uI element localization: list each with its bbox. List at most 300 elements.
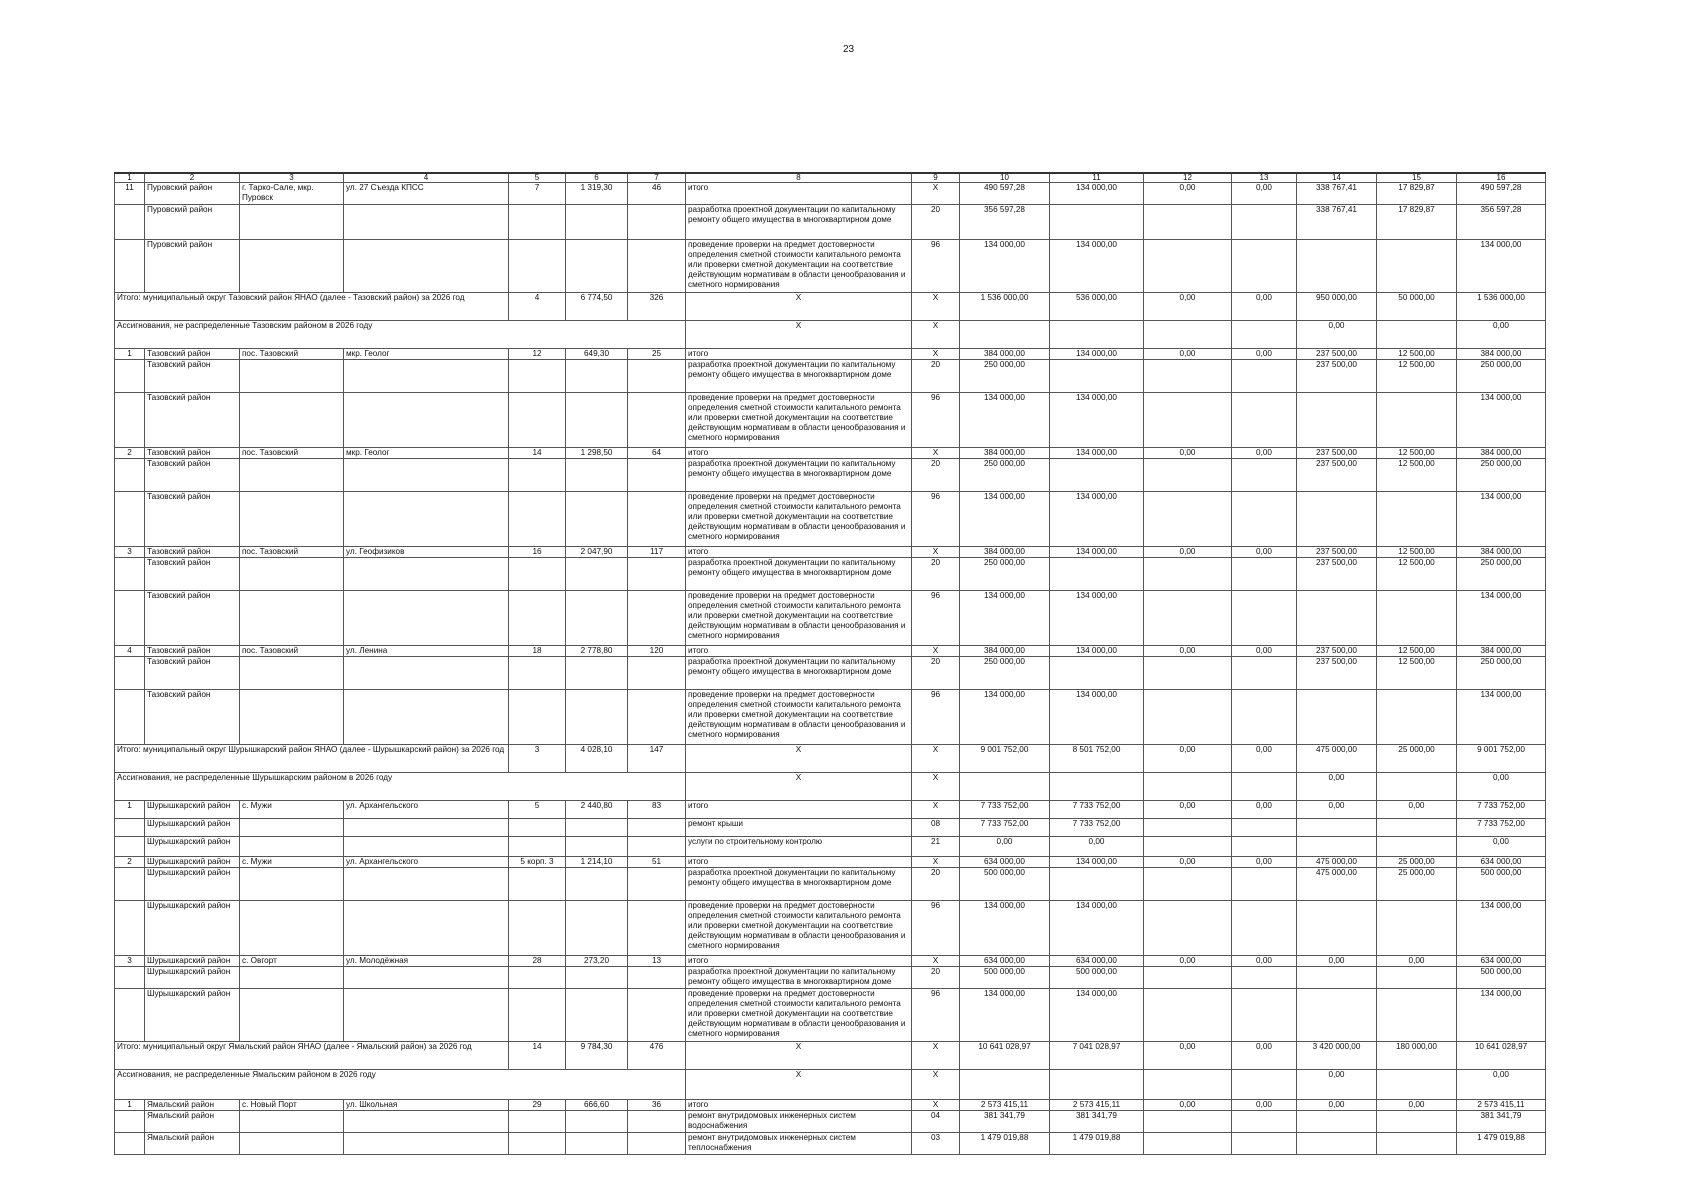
table-cell: 250 000,00 — [960, 360, 1050, 393]
table-cell — [115, 901, 145, 956]
table-cell — [1232, 558, 1297, 591]
table-cell — [1050, 321, 1144, 349]
table-cell: 0,00 — [1377, 1100, 1457, 1111]
table-cell: 634 000,00 — [960, 956, 1050, 967]
table-cell: 36 — [628, 1100, 686, 1111]
table-cell — [1232, 360, 1297, 393]
column-number-header: 9 — [912, 173, 960, 183]
table-cell: 250 000,00 — [960, 558, 1050, 591]
table-cell — [1297, 901, 1377, 956]
table-cell: 0,00 — [1297, 773, 1377, 801]
table-cell: Тазовский район — [145, 393, 240, 448]
table-cell: ул. Архангельского — [344, 857, 509, 868]
table-row — [115, 1111, 1546, 1133]
table-cell — [115, 492, 145, 547]
table-cell: 0,00 — [1297, 1100, 1377, 1111]
table-cell: 500 000,00 — [1457, 868, 1546, 901]
table-cell: 237 500,00 — [1297, 459, 1377, 492]
table-cell: услуги по строительному контролю — [686, 837, 912, 857]
table-cell: с. Мужи — [240, 857, 344, 868]
table-cell — [566, 967, 628, 989]
table-cell: 490 597,28 — [960, 183, 1050, 205]
unallocated-label: Ассигнования, не распределенные Шурышкарским районом в 2026 году — [115, 773, 686, 801]
table-cell — [628, 967, 686, 989]
table-cell: 0,00 — [1144, 349, 1232, 360]
table-cell — [628, 492, 686, 547]
table-cell: 50 000,00 — [1377, 293, 1457, 321]
table-cell: проведение проверки на предмет достоверности определения сметной стоимости капитального ремонта или проверки сметной документации на соответствие действующим нормативам в области ценообразования и сметного нормирования — [686, 690, 912, 745]
table-cell — [115, 205, 145, 240]
table-cell — [1377, 837, 1457, 857]
table-cell — [1297, 492, 1377, 547]
table-cell — [115, 558, 145, 591]
table-cell: 0,00 — [1457, 321, 1546, 349]
table-cell — [509, 819, 566, 837]
table-cell — [628, 868, 686, 901]
table-cell — [1144, 868, 1232, 901]
table-cell — [960, 321, 1050, 349]
table-cell — [628, 901, 686, 956]
table-cell: 1 536 000,00 — [960, 293, 1050, 321]
table-cell — [1297, 690, 1377, 745]
table-cell — [1232, 591, 1297, 646]
table-row — [115, 448, 1546, 459]
table-body — [115, 173, 1546, 1155]
table-cell: Пуровский район — [145, 205, 240, 240]
table-cell: 237 500,00 — [1297, 547, 1377, 558]
table-row — [115, 240, 1546, 293]
table-cell — [240, 657, 344, 690]
table-cell: 4 028,10 — [566, 745, 628, 773]
table-cell: 634 000,00 — [1457, 956, 1546, 967]
table-cell — [115, 989, 145, 1042]
column-number-header: 5 — [509, 173, 566, 183]
table-cell: 96 — [912, 989, 960, 1042]
table-cell: 0,00 — [960, 837, 1050, 857]
table-row — [115, 868, 1546, 901]
table-cell: 8 501 752,00 — [1050, 745, 1144, 773]
register-table — [114, 172, 1546, 1155]
table-cell — [1377, 1070, 1457, 1100]
table-cell: мкр. Геолог — [344, 448, 509, 459]
table-cell — [240, 591, 344, 646]
table-cell: 4 — [509, 293, 566, 321]
table-cell: 0,00 — [1297, 321, 1377, 349]
table-cell — [1144, 967, 1232, 989]
table-cell — [1377, 240, 1457, 293]
table-row — [115, 967, 1546, 989]
table-cell: 134 000,00 — [1457, 393, 1546, 448]
table-cell — [344, 690, 509, 745]
table-cell — [115, 819, 145, 837]
table-cell: 12 500,00 — [1377, 448, 1457, 459]
table-cell: Ямальский район — [145, 1133, 240, 1155]
table-cell: Пуровский район — [145, 183, 240, 205]
table-cell — [566, 901, 628, 956]
table-cell — [566, 837, 628, 857]
table-cell: Шурышкарский район — [145, 837, 240, 857]
table-cell: проведение проверки на предмет достоверности определения сметной стоимости капитального ремонта или проверки сметной документации на соответствие действующим нормативам в области ценообразования и сметного нормирования — [686, 591, 912, 646]
table-cell: 7 733 752,00 — [1050, 801, 1144, 819]
table-cell — [1297, 1133, 1377, 1155]
table-cell: 0,00 — [1144, 801, 1232, 819]
table-cell: X — [912, 1100, 960, 1111]
table-cell — [1297, 240, 1377, 293]
table-cell: 384 000,00 — [1457, 547, 1546, 558]
table-cell — [1144, 1133, 1232, 1155]
table-cell: 250 000,00 — [1457, 558, 1546, 591]
table-cell — [115, 657, 145, 690]
table-cell: 1 536 000,00 — [1457, 293, 1546, 321]
table-cell — [1377, 492, 1457, 547]
table-cell: 384 000,00 — [1457, 646, 1546, 657]
table-cell: ремонт внутридомовых инженерных систем теплоснабжения — [686, 1133, 912, 1155]
table-row — [115, 558, 1546, 591]
table-cell — [240, 690, 344, 745]
table-cell: 634 000,00 — [960, 857, 1050, 868]
table-cell — [566, 868, 628, 901]
table-cell: 12 500,00 — [1377, 646, 1457, 657]
table-cell — [628, 205, 686, 240]
table-cell — [1232, 773, 1297, 801]
table-cell — [240, 901, 344, 956]
table-cell — [240, 967, 344, 989]
table-cell: 381 341,79 — [960, 1111, 1050, 1133]
table-cell — [1144, 901, 1232, 956]
table-cell: 134 000,00 — [1050, 492, 1144, 547]
table-cell: 134 000,00 — [1457, 690, 1546, 745]
table-cell: 381 341,79 — [1050, 1111, 1144, 1133]
table-cell: X — [912, 956, 960, 967]
table-cell: 96 — [912, 492, 960, 547]
table-cell — [1232, 459, 1297, 492]
table-cell: ул. 27 Съезда КПСС — [344, 183, 509, 205]
table-cell — [509, 657, 566, 690]
table-cell — [240, 868, 344, 901]
table-cell — [509, 989, 566, 1042]
table-cell: 273,20 — [566, 956, 628, 967]
table-cell: 475 000,00 — [1297, 857, 1377, 868]
table-cell: 338 767,41 — [1297, 205, 1377, 240]
table-cell — [240, 360, 344, 393]
table-cell — [344, 868, 509, 901]
table-cell — [566, 360, 628, 393]
table-cell: 1 298,50 — [566, 448, 628, 459]
table-cell — [1297, 819, 1377, 837]
table-cell: 0,00 — [1457, 1070, 1546, 1100]
table-cell: 96 — [912, 690, 960, 745]
table-cell: 20 — [912, 558, 960, 591]
table-cell: 134 000,00 — [960, 240, 1050, 293]
table-cell — [1377, 967, 1457, 989]
table-cell — [1050, 657, 1144, 690]
table-cell — [1232, 1111, 1297, 1133]
table-cell — [344, 837, 509, 857]
table-cell — [344, 819, 509, 837]
table-cell — [1232, 901, 1297, 956]
table-cell — [1297, 591, 1377, 646]
table-row — [115, 547, 1546, 558]
column-number-header: 1 — [115, 173, 145, 183]
table-cell: X — [912, 745, 960, 773]
table-cell: 0,00 — [1232, 801, 1297, 819]
table-cell: 250 000,00 — [960, 657, 1050, 690]
table-cell: проведение проверки на предмет достоверности определения сметной стоимости капитального ремонта или проверки сметной документации на соответствие действующим нормативам в области ценообразования и сметного нормирования — [686, 240, 912, 293]
table-cell: 3 — [509, 745, 566, 773]
table-cell — [344, 1133, 509, 1155]
table-cell — [566, 1133, 628, 1155]
table-cell — [960, 1070, 1050, 1100]
table-cell: Тазовский район — [145, 547, 240, 558]
table-cell — [1297, 837, 1377, 857]
table-cell — [344, 657, 509, 690]
table-cell: 21 — [912, 837, 960, 857]
table-cell — [1144, 690, 1232, 745]
table-cell: итого — [686, 801, 912, 819]
table-cell: 384 000,00 — [960, 646, 1050, 657]
table-cell: пос. Тазовский — [240, 349, 344, 360]
table-cell — [240, 459, 344, 492]
table-cell: 13 — [628, 956, 686, 967]
table-cell: 134 000,00 — [1457, 492, 1546, 547]
table-cell: 0,00 — [1144, 547, 1232, 558]
table-cell: 28 — [509, 956, 566, 967]
table-cell: X — [686, 293, 912, 321]
table-cell: итого — [686, 183, 912, 205]
table-cell — [1232, 837, 1297, 857]
table-cell: Шурышкарский район — [145, 801, 240, 819]
table-cell: 20 — [912, 868, 960, 901]
table-row — [115, 819, 1546, 837]
column-number-header: 10 — [960, 173, 1050, 183]
table-cell: ул. Ленина — [344, 646, 509, 657]
table-cell — [1232, 240, 1297, 293]
table-cell — [566, 240, 628, 293]
table-cell: 1 319,30 — [566, 183, 628, 205]
table-cell — [1232, 1070, 1297, 1100]
page-number: 23 — [842, 44, 855, 55]
table-cell: 0,00 — [1144, 1042, 1232, 1070]
table-cell: 12 — [509, 349, 566, 360]
table-cell: 134 000,00 — [1050, 393, 1144, 448]
table-cell: Тазовский район — [145, 657, 240, 690]
table-cell: Тазовский район — [145, 349, 240, 360]
table-row — [115, 360, 1546, 393]
table-cell — [509, 690, 566, 745]
table-cell: 03 — [912, 1133, 960, 1155]
table-cell — [628, 591, 686, 646]
table-cell — [344, 558, 509, 591]
table-cell: 17 829,87 — [1377, 183, 1457, 205]
table-cell: 0,00 — [1232, 857, 1297, 868]
table-cell — [344, 492, 509, 547]
table-cell: 12 500,00 — [1377, 349, 1457, 360]
table-cell: 6 774,50 — [566, 293, 628, 321]
table-cell: 14 — [509, 1042, 566, 1070]
table-cell — [1377, 690, 1457, 745]
district-total-row — [115, 745, 1546, 773]
table-cell: разработка проектной документации по капитальному ремонту общего имущества в многоквартирном доме — [686, 657, 912, 690]
table-cell: 1 214,10 — [566, 857, 628, 868]
table-cell: 11 — [115, 183, 145, 205]
table-cell — [509, 868, 566, 901]
table-cell: X — [912, 1070, 960, 1100]
table-cell: 134 000,00 — [1457, 240, 1546, 293]
table-cell: X — [686, 745, 912, 773]
table-cell — [509, 205, 566, 240]
table-cell: 134 000,00 — [1050, 183, 1144, 205]
table-cell: 10 641 028,97 — [1457, 1042, 1546, 1070]
table-cell: 1 479 019,88 — [960, 1133, 1050, 1155]
table-cell: 3 420 000,00 — [1297, 1042, 1377, 1070]
table-cell: 237 500,00 — [1297, 657, 1377, 690]
table-cell: Пуровский район — [145, 240, 240, 293]
table-cell: Ямальский район — [145, 1111, 240, 1133]
table-cell: 384 000,00 — [1457, 349, 1546, 360]
table-cell: 326 — [628, 293, 686, 321]
table-cell — [628, 459, 686, 492]
table-cell: 25 000,00 — [1377, 868, 1457, 901]
table-cell — [115, 690, 145, 745]
table-cell — [115, 459, 145, 492]
table-cell: мкр. Геолог — [344, 349, 509, 360]
table-cell: 490 597,28 — [1457, 183, 1546, 205]
table-cell: 20 — [912, 459, 960, 492]
table-cell — [566, 393, 628, 448]
column-number-header: 8 — [686, 173, 912, 183]
table-cell — [1232, 819, 1297, 837]
table-cell — [1050, 205, 1144, 240]
table-cell: 2 573 415,11 — [1050, 1100, 1144, 1111]
table-cell — [1050, 868, 1144, 901]
table-cell: разработка проектной документации по капитальному ремонту общего имущества в многоквартирном доме — [686, 459, 912, 492]
table-cell — [1144, 1070, 1232, 1100]
table-cell: 1 479 019,88 — [1457, 1133, 1546, 1155]
table-cell — [115, 837, 145, 857]
table-cell: X — [912, 801, 960, 819]
table-cell: 25 000,00 — [1377, 745, 1457, 773]
table-cell: 1 — [115, 1100, 145, 1111]
table-cell: 9 001 752,00 — [960, 745, 1050, 773]
table-cell: 500 000,00 — [1050, 967, 1144, 989]
district-total-row — [115, 1042, 1546, 1070]
table-row — [115, 690, 1546, 745]
table-cell: Шурышкарский район — [145, 967, 240, 989]
table-row — [115, 591, 1546, 646]
table-cell — [1144, 657, 1232, 690]
table-cell: 12 500,00 — [1377, 657, 1457, 690]
table-cell — [1050, 360, 1144, 393]
table-cell — [344, 901, 509, 956]
table-cell — [1377, 989, 1457, 1042]
table-cell: проведение проверки на предмет достоверности определения сметной стоимости капитального ремонта или проверки сметной документации на соответствие действующим нормативам в области ценообразования и сметного нормирования — [686, 989, 912, 1042]
table-cell: проведение проверки на предмет достоверности определения сметной стоимости капитального ремонта или проверки сметной документации на соответствие действующим нормативам в области ценообразования и сметного нормирования — [686, 393, 912, 448]
table-cell: 0,00 — [1232, 349, 1297, 360]
table-cell: 7 041 028,97 — [1050, 1042, 1144, 1070]
table-cell: 2 440,80 — [566, 801, 628, 819]
table-cell: 96 — [912, 901, 960, 956]
table-cell: 134 000,00 — [960, 901, 1050, 956]
table-cell: 0,00 — [1232, 1100, 1297, 1111]
table-cell: 0,00 — [1377, 956, 1457, 967]
table-cell — [628, 360, 686, 393]
table-cell: 134 000,00 — [1050, 857, 1144, 868]
table-cell: 12 500,00 — [1377, 547, 1457, 558]
table-cell — [566, 690, 628, 745]
table-cell — [1050, 773, 1144, 801]
table-cell — [240, 837, 344, 857]
table-cell: 356 597,28 — [960, 205, 1050, 240]
table-cell — [344, 967, 509, 989]
total-label: Итого: муниципальный округ Тазовский район ЯНАО (далее - Тазовский район) за 2026 год — [115, 293, 509, 321]
table-cell — [1144, 773, 1232, 801]
table-cell: 2 — [115, 857, 145, 868]
table-cell: Шурышкарский район — [145, 857, 240, 868]
unallocated-label: Ассигнования, не распределенные Ямальским районом в 2026 году — [115, 1070, 686, 1100]
table-cell — [1232, 321, 1297, 349]
table-cell: Тазовский район — [145, 448, 240, 459]
table-cell: 20 — [912, 967, 960, 989]
table-cell: итого — [686, 956, 912, 967]
table-cell: пос. Тазовский — [240, 448, 344, 459]
table-cell — [115, 1133, 145, 1155]
table-cell: X — [912, 646, 960, 657]
table-cell: X — [912, 183, 960, 205]
table-cell: 117 — [628, 547, 686, 558]
table-cell — [1144, 837, 1232, 857]
table-cell: 16 — [509, 547, 566, 558]
table-cell: 0,00 — [1232, 745, 1297, 773]
table-cell: 4 — [115, 646, 145, 657]
table-cell: 250 000,00 — [960, 459, 1050, 492]
table-row — [115, 956, 1546, 967]
table-cell — [628, 558, 686, 591]
table-cell — [566, 492, 628, 547]
table-cell: X — [912, 1042, 960, 1070]
table-cell: итого — [686, 646, 912, 657]
table-cell — [509, 837, 566, 857]
table-cell: проведение проверки на предмет достоверности определения сметной стоимости капитального ремонта или проверки сметной документации на соответствие действующим нормативам в области ценообразования и сметного нормирования — [686, 492, 912, 547]
table-cell — [628, 989, 686, 1042]
table-cell — [1144, 989, 1232, 1042]
table-cell: 96 — [912, 393, 960, 448]
table-cell — [566, 819, 628, 837]
table-cell: итого — [686, 349, 912, 360]
table-cell: разработка проектной документации по капитальному ремонту общего имущества в многоквартирном доме — [686, 205, 912, 240]
table-cell — [566, 205, 628, 240]
table-cell — [344, 205, 509, 240]
column-number-header: 12 — [1144, 173, 1232, 183]
table-cell: 0,00 — [1232, 547, 1297, 558]
table-cell: разработка проектной документации по капитальному ремонту общего имущества в многоквартирном доме — [686, 558, 912, 591]
table-cell: ул. Молодёжная — [344, 956, 509, 967]
column-number-header: 2 — [145, 173, 240, 183]
table-cell: 147 — [628, 745, 686, 773]
table-cell — [1232, 967, 1297, 989]
table-cell: 384 000,00 — [960, 349, 1050, 360]
table-cell: 0,00 — [1050, 837, 1144, 857]
table-cell: 134 000,00 — [1050, 591, 1144, 646]
table-row — [115, 492, 1546, 547]
table-cell — [509, 360, 566, 393]
table-cell: ул. Геофизиков — [344, 547, 509, 558]
table-cell — [1050, 459, 1144, 492]
table-cell — [1297, 393, 1377, 448]
table-cell: X — [912, 448, 960, 459]
table-row — [115, 837, 1546, 857]
table-cell: 476 — [628, 1042, 686, 1070]
table-cell — [240, 492, 344, 547]
